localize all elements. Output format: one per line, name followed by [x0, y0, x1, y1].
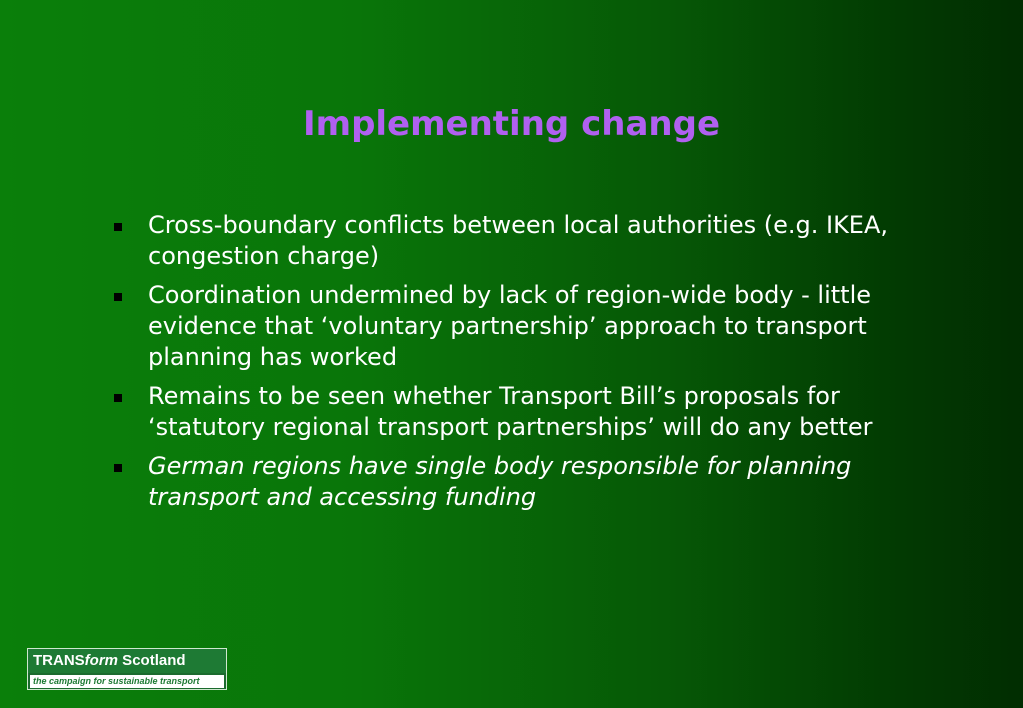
bullet-list	[112, 210, 912, 521]
square-bullet-icon	[114, 293, 122, 301]
logo-name-part1: TRANS	[33, 652, 85, 669]
square-bullet-icon	[114, 223, 122, 231]
bullet-item	[112, 451, 912, 513]
bullet-text: Cross-boundary conflicts between local authorities (e.g. IKEA, congestion charge)	[148, 211, 889, 270]
bullet-text: Remains to be seen whether Transport Bill’s proposals for ‘statutory regional transport partnerships’ will do any better	[148, 382, 873, 441]
slide-title: Implementing change	[302, 104, 720, 144]
bullet-item	[112, 210, 912, 272]
bullet-text: German regions have single body responsible for planning transport and accessing funding	[148, 452, 852, 511]
bullet-text: Coordination undermined by lack of region-wide body - little evidence that ‘voluntary partnership’ approach to transport planning has worked	[148, 281, 872, 371]
logo-name	[28, 649, 226, 673]
bullet-item	[112, 381, 912, 443]
logo-tagline: the campaign for sustainable transport	[30, 675, 224, 688]
square-bullet-icon	[114, 464, 122, 472]
logo-name-part3: Scotland	[118, 652, 186, 669]
square-bullet-icon	[114, 394, 122, 402]
bullet-item	[112, 280, 912, 373]
transform-scotland-logo	[27, 648, 227, 690]
logo-name-part2: form	[84, 652, 119, 669]
